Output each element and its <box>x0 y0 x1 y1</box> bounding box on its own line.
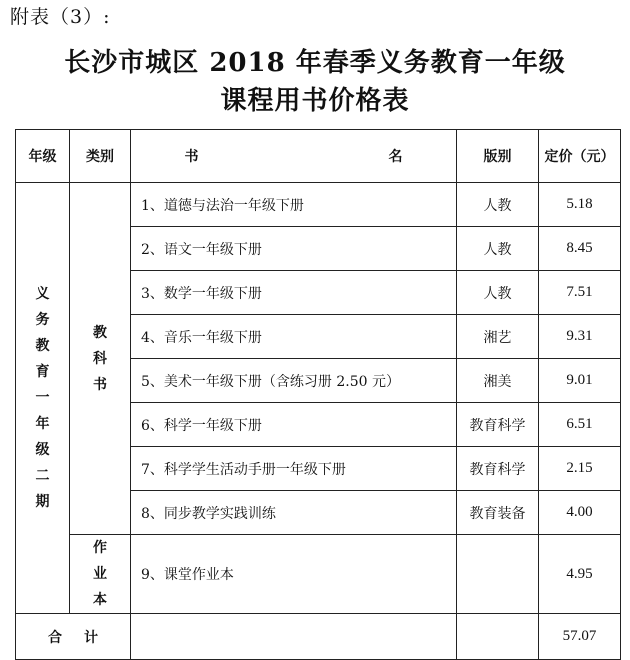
book-edition: 人教 <box>457 183 539 227</box>
header-book-name-char-2: 名 <box>388 149 403 165</box>
total-empty-name <box>131 614 457 660</box>
book-name: 7、科学学生活动手册一年级下册 <box>131 447 457 491</box>
book-name: 3、数学一年级下册 <box>131 271 457 315</box>
header-book-name-char-1: 书 <box>184 149 199 165</box>
book-edition: 人教 <box>457 271 539 315</box>
book-name: 2、语文一年级下册 <box>131 227 457 271</box>
total-value: 57.07 <box>539 614 621 660</box>
book-price: 7.51 <box>539 271 621 315</box>
book-price: 9.31 <box>539 315 621 359</box>
header-grade: 年级 <box>16 130 70 183</box>
page-subtitle: 课程用书价格表 <box>220 86 410 116</box>
book-edition: 湘艺 <box>457 315 539 359</box>
book-name: 4、音乐一年级下册 <box>131 315 457 359</box>
category-cell-homework <box>70 535 131 614</box>
book-price: 4.95 <box>539 535 621 614</box>
grade-cell <box>16 183 70 614</box>
total-label: 合计 <box>16 614 131 660</box>
table-row <box>16 535 621 614</box>
book-edition: 人教 <box>457 227 539 271</box>
book-edition: 教育装备 <box>457 491 539 535</box>
category-cell-textbook <box>70 183 131 535</box>
book-name: 8、同步教学实践训练 <box>131 491 457 535</box>
header-price: 定价（元） <box>539 130 621 183</box>
category-homework: 作业本 <box>93 540 107 608</box>
book-name: 6、科学一年级下册 <box>131 403 457 447</box>
table-header-row <box>16 130 621 183</box>
book-edition: 教育科学 <box>457 447 539 491</box>
header-category: 类别 <box>70 130 131 183</box>
book-edition: 教育科学 <box>457 403 539 447</box>
book-price: 8.45 <box>539 227 621 271</box>
table-row <box>16 183 621 227</box>
appendix-label: 附表（3）: <box>10 6 111 28</box>
book-name: 9、课堂作业本 <box>131 535 457 614</box>
header-book-name <box>131 130 457 183</box>
price-table <box>15 129 621 660</box>
header-edition: 版别 <box>457 130 539 183</box>
page-title: 长沙市城区 2018 年春季义务教育一年级 <box>64 48 566 78</box>
book-name: 5、美术一年级下册（含练习册 2.50 元） <box>131 359 457 403</box>
total-row <box>16 614 621 660</box>
book-price: 5.18 <box>539 183 621 227</box>
book-price: 2.15 <box>539 447 621 491</box>
book-edition: 湘美 <box>457 359 539 403</box>
book-price: 4.00 <box>539 491 621 535</box>
book-name: 1、道德与法治一年级下册 <box>131 183 457 227</box>
category-textbook: 教科书 <box>93 324 107 393</box>
book-edition <box>457 535 539 614</box>
book-price: 9.01 <box>539 359 621 403</box>
grade-value: 义务教育一年级二期 <box>35 286 50 510</box>
book-price: 6.51 <box>539 403 621 447</box>
total-empty-edition <box>457 614 539 660</box>
